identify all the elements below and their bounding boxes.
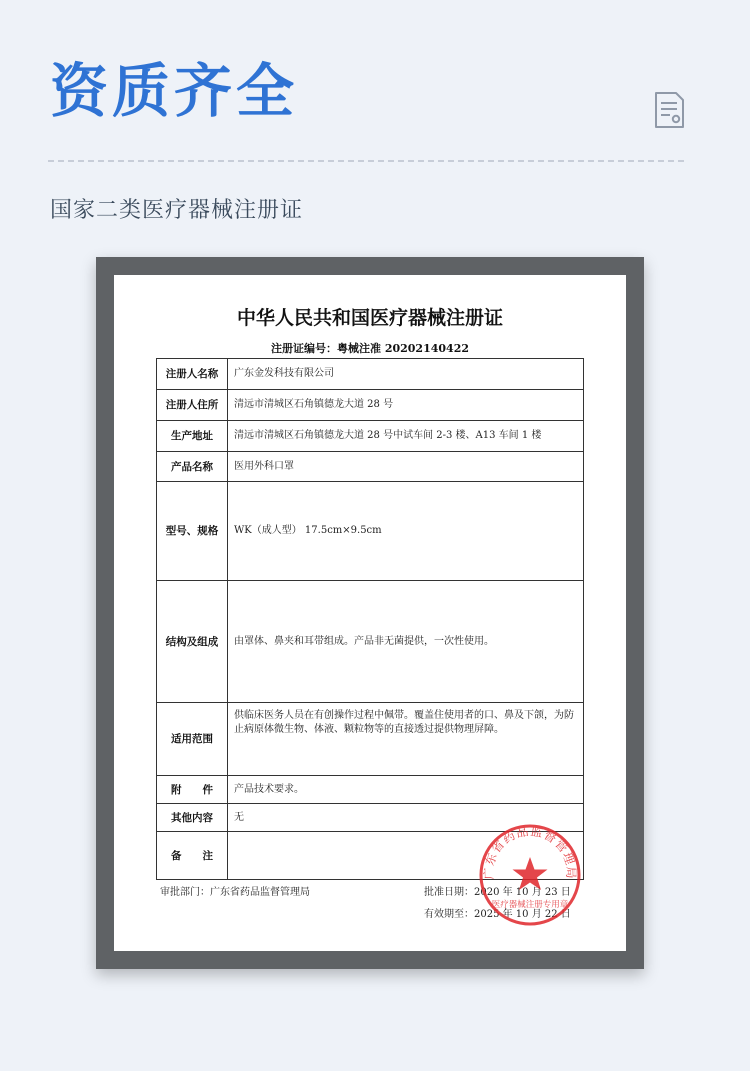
svg-text:医疗器械注册专用章: 医疗器械注册专用章: [491, 900, 569, 910]
certificate-table: [156, 358, 584, 880]
approval-department: 审批部门：广东省药品监督管理局: [160, 887, 310, 898]
table-row: [157, 581, 584, 703]
table-row: [157, 482, 584, 581]
dashed-divider: [48, 160, 684, 162]
expiry-date: 有效期至：2025 年 10 月 22 日: [424, 909, 571, 920]
table-row: [157, 421, 584, 452]
page-title: 资质齐全: [50, 57, 299, 125]
row-label: 适用范围: [157, 703, 228, 776]
table-row: [157, 452, 584, 482]
table-row: [157, 776, 584, 804]
row-value: 医用外科口罩: [228, 452, 584, 482]
section-subtitle: 国家二类医疗器械注册证: [50, 198, 304, 223]
row-label: 产品名称: [157, 452, 228, 482]
row-label: 型号、规格: [157, 482, 228, 581]
official-seal-icon: [478, 823, 582, 927]
row-label: 生产地址: [157, 421, 228, 452]
row-value: 无: [228, 804, 584, 832]
table-row: [157, 390, 584, 421]
row-value: 清远市清城区石角镇德龙大道 28 号: [228, 390, 584, 421]
certificate-title: 中华人民共和国医疗器械注册证: [236, 307, 503, 329]
table-row: [157, 359, 584, 390]
row-label: 注册人名称: [157, 359, 228, 390]
table-row: [157, 703, 584, 776]
row-label: 附 件: [157, 776, 228, 804]
row-value: WK（成人型） 17.5cm×9.5cm: [228, 482, 584, 581]
row-value: 供临床医务人员在有创操作过程中佩带。覆盖住使用者的口、鼻及下颌，为防止病原体微生物、体液、颗粒物等的直接透过提供物理屏障。: [228, 703, 584, 776]
row-value: 广东金发科技有限公司: [228, 359, 584, 390]
row-label: 结构及组成: [157, 581, 228, 703]
certificate-number: 注册证编号：粤械注准 20202140422: [270, 342, 470, 355]
certificate-paper: [114, 275, 626, 951]
document-icon: [652, 90, 686, 130]
row-label: 其他内容: [157, 804, 228, 832]
row-label: 备 注: [157, 832, 228, 880]
svg-text:广东省药品监督管理局: 广东省药品监督管理局: [481, 824, 579, 880]
row-value: 产品技术要求。: [228, 776, 584, 804]
row-value: 由罩体、鼻夹和耳带组成。产品非无菌提供，一次性使用。: [228, 581, 584, 703]
approval-date: 批准日期：2020 年 10 月 23 日: [424, 887, 571, 898]
row-label: 注册人住所: [157, 390, 228, 421]
row-value: 清远市清城区石角镇德龙大道 28 号中试车间 2-3 楼、A13 车间 1 楼: [228, 421, 584, 452]
